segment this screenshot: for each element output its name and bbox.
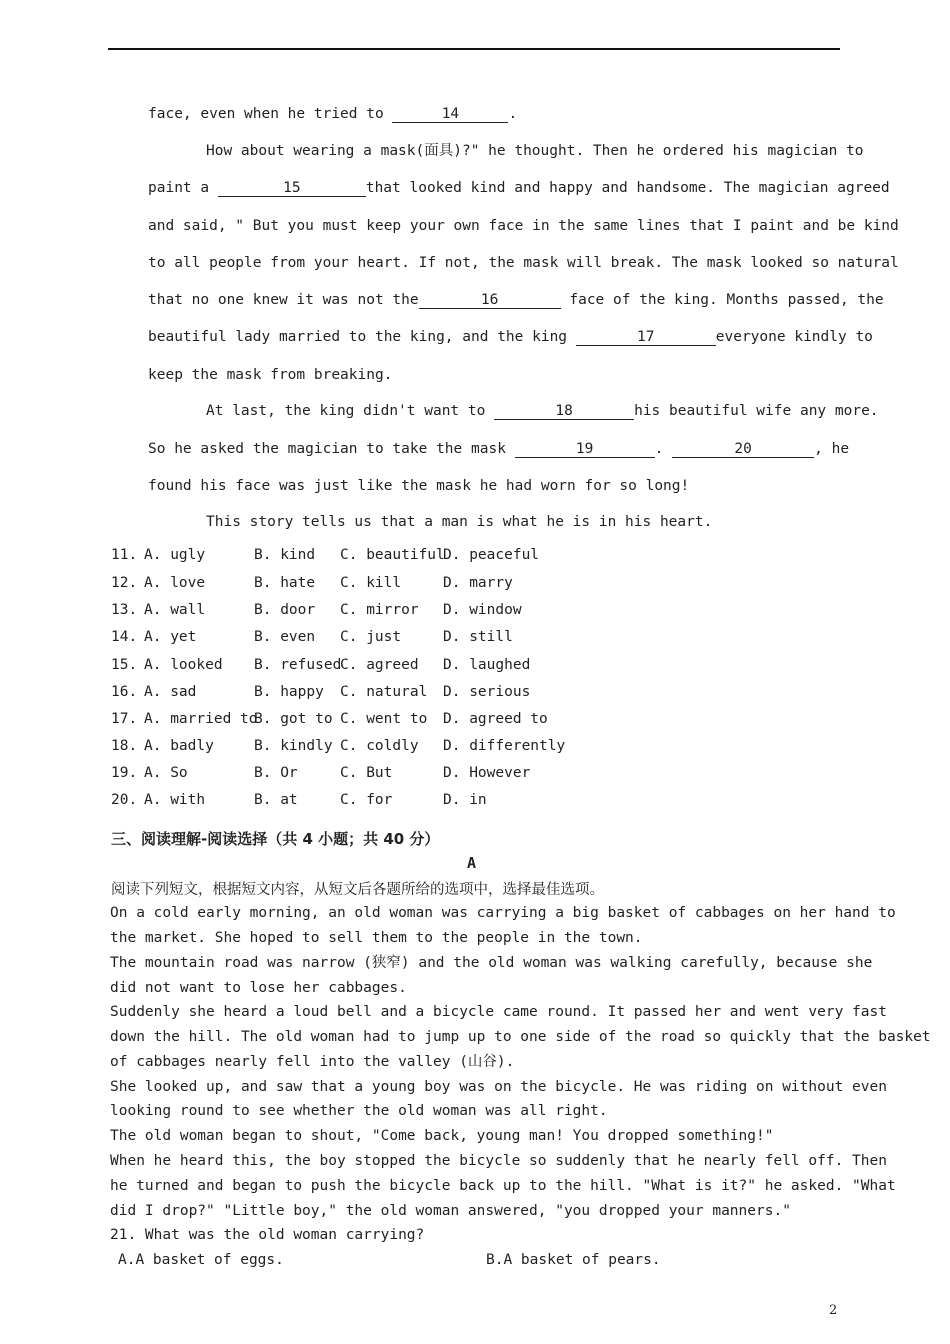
passage-line: did not want to lose her cabbages. [110, 980, 407, 996]
blank-20[interactable]: 20 [672, 441, 814, 458]
cloze-line-10: So he asked the magician to take the mask 19 . 20 , he [148, 441, 850, 457]
passage-line: She looked up, and saw that a young boy was on the bicycle. He was riding on without even [110, 1079, 887, 1095]
choice-b[interactable]: B.A basket of pears. [486, 1252, 661, 1268]
cloze-line-3: paint a 15 that looked kind and happy and handsome. The magician agreed [148, 180, 890, 196]
cloze-line-9: At last, the king didn't want to 18 his beautiful wife any more. [206, 403, 879, 419]
instruction-text: 阅读下列短文，根据短文内容，从短文后各题所给的选项中，选择最佳选项。 [111, 882, 604, 898]
passage-line: did I drop?" "Little boy," the old woman answered, "you dropped your manners." [110, 1203, 791, 1219]
cloze-line-4: and said, " But you must keep your own face in the same lines that I paint and be kind [148, 218, 899, 234]
cloze-line-12: This story tells us that a man is what he is in his heart. [206, 514, 713, 530]
passage-line: looking round to see whether the old woman was all right. [110, 1103, 608, 1119]
cloze-line-5: to all people from your heart. If not, the mask will break. The mask looked so natural [148, 255, 899, 271]
cloze-line-7: beautiful lady married to the king, and the king 17 everyone kindly to [148, 329, 873, 345]
choice-a[interactable]: A.A basket of eggs. [118, 1252, 284, 1268]
page-number: 2 [829, 1303, 838, 1318]
header-rule [108, 48, 840, 50]
cloze-line-11: found his face was just like the mask he had worn for so long! [148, 478, 690, 494]
passage-line: the market. She hoped to sell them to the people in the town. [110, 930, 643, 946]
blank-14[interactable]: 14 [392, 106, 508, 123]
blank-15[interactable]: 15 [218, 180, 366, 197]
question-21: 21. What was the old woman carrying? [110, 1227, 425, 1243]
passage-line: of cabbages nearly fell into the valley (山谷). [110, 1054, 515, 1070]
passage-line: On a cold early morning, an old woman was carrying a big basket of cabbages on her hand to [110, 905, 896, 921]
blank-18[interactable]: 18 [494, 403, 634, 420]
cloze-line-8: keep the mask from breaking. [148, 367, 393, 383]
passage-line: he turned and began to push the bicycle back up to the hill. "What is it?" he asked. "What [110, 1178, 896, 1194]
cloze-line-6: that no one knew it was not the 16 face of the king. Months passed, the [148, 292, 884, 308]
blank-19[interactable]: 19 [515, 441, 655, 458]
document-page: face, even when he tried to 14 . How about wearing a mask(面具)?" he thought. Then he ordered his magician to paint a 15 that looked kind and happy and handsome. The magician agreed and said, " But you must keep your own face in the same lines that I paint and be kind to all people from your heart. If not, the mask will break. The mask looked so natural that no one knew it was not the 16 face of the king. Months passed, the beautiful lady married to the king, and the king 17 everyone kindly to keep the mask from breaking. At last, the king didn't want to 18 his beautiful wife any more. So he asked the magician to take the mask 19 . 20 , he found his face was just like the mask he had worn for so long! This story tells us that a man is what he is in his heart. 11. A. ugly B. kind C. beautiful D. peaceful 12. A. love B. hate C. kill D. marry 13. A. wall B. door C. mirror D. window 14. A. yet B. even C. just D. still 15. A. looked B. refused C. agreed D. laughed 16. A. sad B. happy C. natural D. serious 17. A. married to B. got to C. went to D. agreed to 18. A. badly B. kindly C. coldly D. differently 19. A. So B. Or C. But D. However 20. A. with B. at C. for D. in 三、阅读理解-阅读选择（共 4 小题；共 40 分） A 阅读下列短文，根据短文内容，从短文后各题所给的选项中，选择最佳选项。 On a cold early morning, an old woman was carrying a big basket of cabbages on her hand to the market. She hoped to sell them to the people in the town. The mountain road was narrow (狭窄) and the old woman was walking carefully, because she did not want to lose her cabbages. Suddenly she heard a loud bell and a bicycle came round. It passed her and went very fast down the hill. The old woman had to jump up to one side of the road so quickly that the basket of cabbages nearly fell into the valley (山谷). She looked up, and saw that a young boy was on the bicycle. He was riding on without even looking round to see whether the old woman was all right. The old woman began to shout, "Come back, young man! You dropped something!" When he heard this, the boy stopped the bicycle so suddenly that he nearly fell off. Then he turned and began to push the bicycle back up to the hill. "What is it?" he asked. "What did I drop?" "Little boy," the old woman answered, "you dropped your manners." 21. What was the old woman carrying? A.A basket of eggs. B.A basket of pears. 2 [0, 0, 950, 1344]
blank-17[interactable]: 17 [576, 329, 716, 346]
section-heading: 三、阅读理解-阅读选择（共 4 小题；共 40 分） [111, 830, 440, 848]
cloze-line-1: face, even when he tried to 14 . [148, 106, 518, 122]
passage-line: Suddenly she heard a loud bell and a bicycle came round. It passed her and went very fast [110, 1004, 887, 1020]
passage-line: down the hill. The old woman had to jump up to one side of the road so quickly that the basket [110, 1029, 931, 1045]
part-label: A [467, 854, 477, 872]
cloze-line-2: How about wearing a mask(面具)?" he thought. Then he ordered his magician to [206, 143, 864, 159]
passage-line: The mountain road was narrow (狭窄) and the old woman was walking carefully, because she [110, 955, 873, 971]
passage-line: The old woman began to shout, "Come back, young man! You dropped something!" [110, 1128, 774, 1144]
passage-line: When he heard this, the boy stopped the bicycle so suddenly that he nearly fell off. Then [110, 1153, 887, 1169]
blank-16[interactable]: 16 [419, 292, 561, 309]
